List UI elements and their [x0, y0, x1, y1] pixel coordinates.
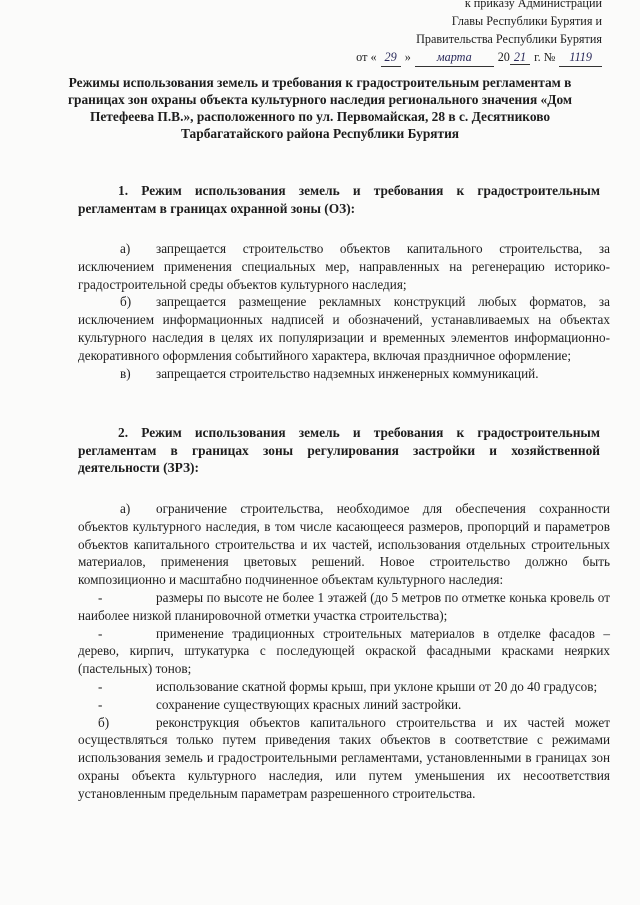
order-date-number: от « 29 » марта 20 21 г. № 1119 [356, 48, 602, 67]
list-item: в) запрещается строительство надземных инженерных коммуникаций. [120, 365, 539, 381]
list-item: а) запрещается строительство объектов капитального строительства, за исключением применения специальных мер, направленных на регенерацию историко-градостроительной среды объектов культурного наследия; [78, 241, 610, 292]
date-prefix: от « [356, 50, 377, 64]
section-1-heading: 1. Режим использования земель и требования к градостроительным регламентам в границах охранной зоны (ОЗ): [78, 183, 600, 216]
header-line-2: Главы Республики Бурятия и [451, 14, 602, 28]
section-1-list [78, 240, 610, 382]
dash-item: - размеры по высоте не более 1 этажей (до 5 метров по отметке конька кровель от наиболее низкой планировочной отметки участка строительства); [78, 589, 610, 623]
header-line-1: к приказу Администрации [464, 0, 602, 10]
number-label: г. № [534, 50, 556, 64]
dash-item: - сохранение существующих красных линий застройки. [98, 696, 462, 712]
handwritten-month: марта [415, 48, 494, 67]
handwritten-number: 1119 [559, 48, 602, 67]
header-line-3: Правительства Республики Бурятия [416, 32, 602, 46]
section-2-body [78, 500, 610, 803]
dash-item: - использование скатной формы крыш, при уклоне крыши от 20 до 40 градусов; [98, 678, 598, 694]
list-item: б) реконструкция объектов капитального строительства и их частей может осуществляться только путем приведения таких объектов в соответствие с режимами использования земель и градостроительными регламентами, установленными в границах зон охраны объекта культурного наследия, или путем уменьшения их несоответствия установленным предельным параметрам разрешенного строительства. [78, 714, 610, 801]
list-item: б) запрещается размещение рекламных конструкций любых форматов, за исключением информационных надписей и обозначений, устанавливаемых на объектах культурного наследия в целях их популяризации и временных элементов информационно-декоративного оформления событийного характера, включая праздничное оформление; [78, 294, 610, 363]
list-item: а) ограничение строительства, необходимое для обеспечения сохранности объектов культурного наследия, в том числе касающееся размеров, пропорций и параметров объектов капитального строительства и их частей, использования отдельных строительных материалов, применения цветовых решений. Новое строительство должно быть композиционно и масштабно подчиненное объектам культурного наследия: [78, 501, 610, 588]
handwritten-day: 29 [381, 48, 401, 67]
document-header [356, 0, 602, 67]
document-title: Режимы использования земель и требования к градостроительным регламентам в границах зон охраны объекта культурного наследия регионального значения «Дом Петефеева П.В.», расположенного по ул. Первомайская, 28 в с. Десятниково Тарбагатайского района Республики Бурятия [67, 75, 573, 141]
year-prefix: 20 [497, 50, 510, 64]
section-2-heading: 2. Режим использования земель и требования к градостроительным регламентам в границах зоны регулирования застройки и хозяйственной деятельности (ЗРЗ): [78, 425, 600, 475]
handwritten-year: 21 [510, 50, 530, 65]
dash-item: - применение традиционных строительных материалов в отделке фасадов – дерево, кирпич, штукатурка с последующей окраской фасадными красками неярких (пастельных) тонов; [78, 625, 610, 677]
